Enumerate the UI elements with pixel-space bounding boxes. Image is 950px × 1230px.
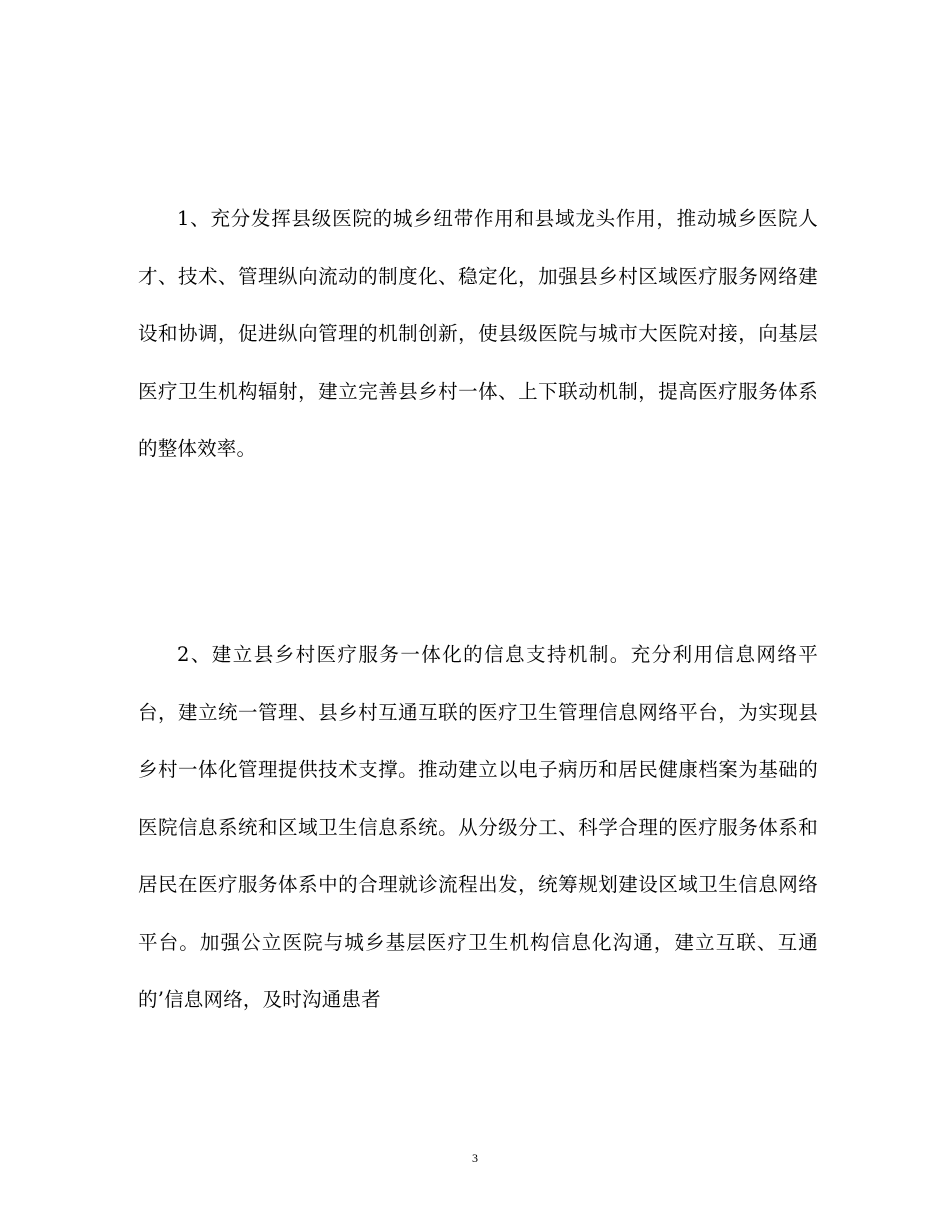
page-number: 3 [472, 1151, 478, 1165]
paragraph-2: 2、建立县乡村医疗服务一体化的信息支持机制。充分利用信息网络平台，建立统一管理、县乡村互通互联的医疗卫生管理信息网络平台，为实现县乡村一体化管理提供技术支撑。推动建立以电子病历和居民健康档案为基础的医院信息系统和区域卫生信息系统。从分级分工、科学合理的医疗服务体系和居民在医疗服务体系中的合理就诊流程出发，统筹规划建设区域卫生信息网络平台。加强公立医院与城乡基层医疗卫生机构信息化沟通，建立互联、互通的’信息网络，及时沟通患者 [138, 643, 818, 1011]
paragraph-1: 1、充分发挥县级医院的城乡纽带作用和县域龙头作用，推动城乡医院人才、技术、管理纵向流动的制度化、稳定化，加强县乡村区域医疗服务网络建设和协调，促进纵向管理的机制创新，使县级医院与城市大医院对接，向基层医疗卫生机构辐射，建立完善县乡村一体、上下联动机制，提高医疗服务体系的整体效率。 [138, 207, 818, 460]
